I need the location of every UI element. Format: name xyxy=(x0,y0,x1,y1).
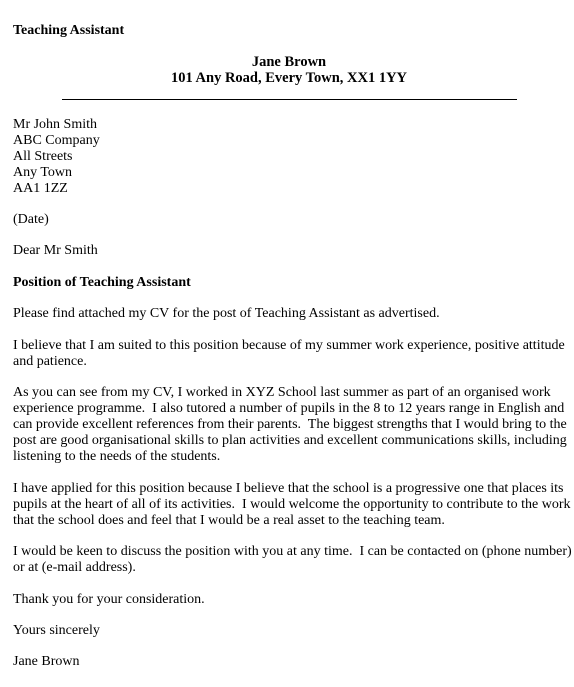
paragraph-line: can provide excellent references from their parents. The biggest strengths that I would bring to the xyxy=(13,417,567,432)
closing: Yours sincerely xyxy=(13,623,100,638)
salutation: Dear Mr Smith xyxy=(13,243,98,258)
recipient-address xyxy=(13,117,563,197)
recipient-line: AA1 1ZZ xyxy=(13,181,68,196)
paragraph-line: I have applied for this position because I believe that the school is a progressive one that places its xyxy=(13,481,564,496)
letter-date: (Date) xyxy=(13,212,49,227)
sender-address: 101 Any Road, Every Town, XX1 1YY xyxy=(170,70,408,86)
subject-line: Position of Teaching Assistant xyxy=(13,275,191,290)
paragraph xyxy=(13,385,567,465)
paragraph xyxy=(13,544,572,576)
recipient-line: ABC Company xyxy=(13,133,100,148)
recipient-line: Any Town xyxy=(13,165,73,180)
paragraph-line: and patience. xyxy=(13,354,87,369)
paragraph-line: Thank you for your consideration. xyxy=(13,592,205,607)
paragraph xyxy=(13,592,563,608)
recipient-line: All Streets xyxy=(13,149,73,164)
document-title: Teaching Assistant xyxy=(13,23,125,38)
header-divider xyxy=(62,99,517,100)
paragraph-line: or at (e-mail address). xyxy=(13,560,136,575)
sender-name: Jane Brown xyxy=(251,54,327,70)
paragraph xyxy=(13,306,563,322)
paragraph-line: listening to the needs of the students. xyxy=(13,449,221,464)
paragraph xyxy=(13,338,563,370)
paragraph-line: experience programme. I also tutored a number of pupils in the 8 to 12 years range in English and xyxy=(13,401,565,416)
paragraph-line: As you can see from my CV, I worked in XYZ School last summer as part of an organised work xyxy=(13,385,551,400)
paragraph-line: post are good organisational skills to plan activities and excellent communications skills, including xyxy=(13,433,567,448)
paragraph-line: Please find attached my CV for the post of Teaching Assistant as advertised. xyxy=(13,306,440,321)
paragraph-line: I would be keen to discuss the position with you at any time. I can be contacted on (phone number) xyxy=(13,544,572,559)
sender-header xyxy=(0,54,574,86)
paragraph xyxy=(13,481,571,529)
paragraph-line: I believe that I am suited to this position because of my summer work experience, positive attitude xyxy=(13,338,565,353)
signature-name: Jane Brown xyxy=(13,654,80,669)
paragraph-line: that the school does and feel that I would be a real asset to the teaching team. xyxy=(13,513,445,528)
recipient-line: Mr John Smith xyxy=(13,117,98,132)
paragraph-line: pupils at the heart of all of its activities. I would welcome the opportunity to contribute to the work xyxy=(13,497,571,512)
